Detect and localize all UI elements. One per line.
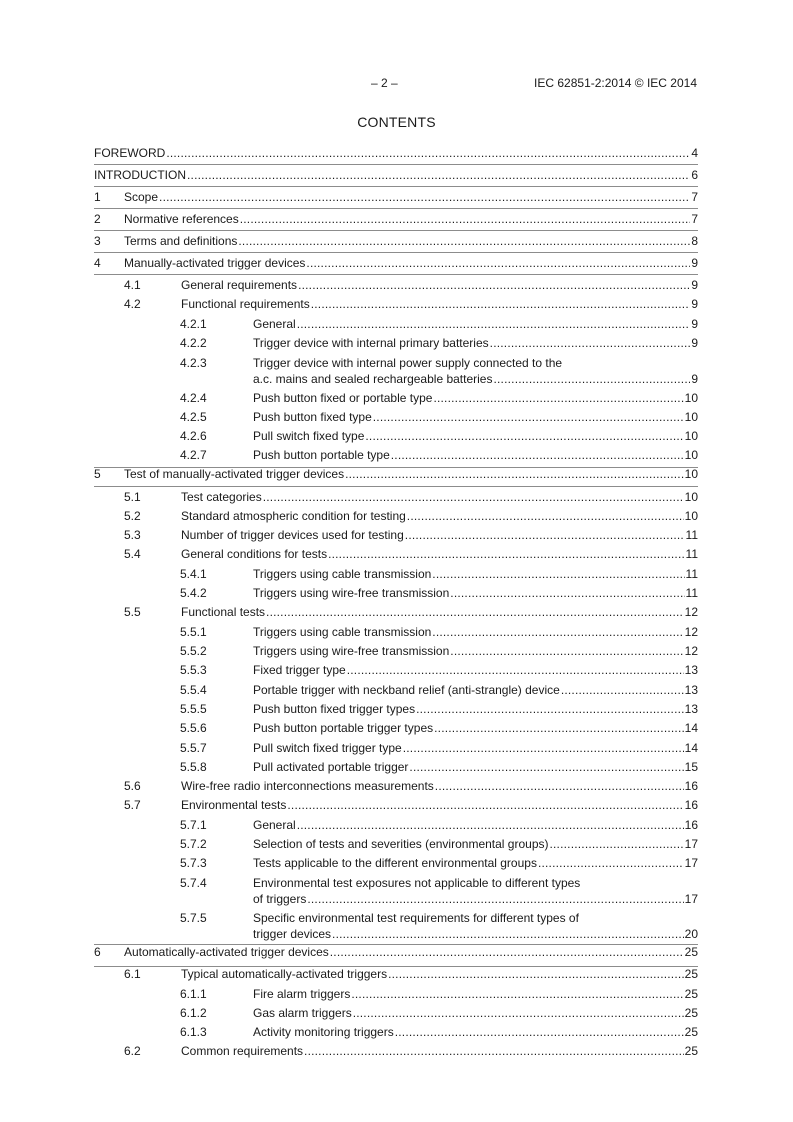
dot-leader (405, 528, 685, 542)
toc-divider (94, 186, 698, 187)
toc-entry-page: 14 (684, 741, 698, 755)
toc-entry[interactable] (94, 448, 698, 462)
toc-entry-number: 5.7 (124, 798, 141, 812)
toc-entry-number: 5.7.5 (180, 911, 207, 925)
toc-entry[interactable] (94, 605, 698, 619)
dot-leader (187, 168, 690, 182)
toc-entry-number: 5.5.7 (180, 741, 207, 755)
dot-leader (297, 317, 691, 331)
dot-leader (391, 448, 684, 462)
toc-divider (94, 252, 698, 253)
toc-entry-number: 5.4 (124, 547, 141, 561)
toc-entry[interactable] (94, 683, 698, 697)
toc-entry-title: Selection of tests and severities (environmental groups) (253, 837, 549, 851)
dot-leader (263, 490, 684, 504)
toc-entry-page: 16 (684, 818, 698, 832)
toc-entry[interactable] (94, 467, 698, 481)
toc-entry-number: 5.5.4 (180, 683, 207, 697)
toc-entry[interactable] (94, 212, 698, 226)
toc-entry-number: 4.2.6 (180, 429, 207, 443)
toc-entry[interactable] (94, 945, 698, 959)
toc-entry-title: Activity monitoring triggers (253, 1025, 394, 1039)
toc-entry-page: 20 (684, 927, 698, 941)
dot-leader (287, 798, 683, 812)
toc-entry-title: Standard atmospheric condition for testing (181, 509, 406, 523)
toc-entry[interactable] (94, 625, 698, 639)
toc-entry[interactable] (94, 490, 698, 504)
toc-entry-page: 9 (691, 278, 698, 292)
toc-entry-number: 5.1 (124, 490, 141, 504)
toc-entry-title: Specific environmental test requirements for different types of (253, 911, 579, 925)
toc-entry-number: 6.1.2 (180, 1006, 207, 1020)
toc-entry[interactable] (94, 146, 698, 160)
toc-entry-title: Tests applicable to the different environmental groups (253, 856, 537, 870)
toc-entry[interactable] (94, 278, 698, 292)
toc-entry-page: 14 (684, 721, 698, 735)
toc-entry-title: Typical automatically-activated triggers (181, 967, 388, 981)
toc-entry-number: 5.4.1 (180, 567, 207, 581)
toc-entry-page: 10 (684, 410, 698, 424)
toc-entry-number: 5.2 (124, 509, 141, 523)
toc-entry[interactable] (94, 644, 698, 658)
toc-entry[interactable] (94, 190, 698, 204)
toc-entry-title: Scope (124, 190, 159, 204)
dot-leader (409, 760, 683, 774)
toc-entry-title: Triggers using cable transmission (253, 625, 432, 639)
toc-entry[interactable] (94, 663, 698, 677)
toc-entry-title: Pull switch fixed trigger type (253, 741, 402, 755)
toc-entry-page: 9 (691, 317, 698, 331)
toc-entry-number: 4.2.4 (180, 391, 207, 405)
dot-leader (435, 779, 684, 793)
toc-entry-number: 4.2.7 (180, 448, 207, 462)
toc-entry-number: 4.2.2 (180, 336, 207, 350)
dot-leader (490, 336, 691, 350)
toc-entry-page: 12 (684, 605, 698, 619)
dot-leader (159, 190, 690, 204)
toc-entry-title: Trigger device with internal primary batteries (253, 336, 489, 350)
toc-entry-number: 5.4.2 (180, 586, 207, 600)
toc-entry-number: 5.5.1 (180, 625, 207, 639)
toc-divider (94, 486, 698, 487)
toc-entry-page: 25 (684, 987, 698, 1001)
toc-entry[interactable] (94, 702, 698, 716)
toc-entry-number: 6.1.1 (180, 987, 207, 1001)
toc-entry-page: 10 (684, 391, 698, 405)
toc-entry-title: Number of trigger devices used for testing (181, 528, 404, 542)
toc-entry-page: 13 (684, 663, 698, 677)
toc-entry-number: 5.5 (124, 605, 141, 619)
toc-entry-title: Portable trigger with neckband relief (anti-strangle) device (253, 683, 560, 697)
toc-entry-page: 9 (691, 256, 698, 270)
toc-entry-title: Gas alarm triggers (253, 1006, 352, 1020)
toc-entry-page: 10 (684, 448, 698, 462)
toc-entry-title: Push button fixed type (253, 410, 372, 424)
toc-entry-number: 5.5.8 (180, 760, 207, 774)
toc-entry-page: 17 (684, 856, 698, 870)
toc-entry[interactable] (94, 234, 698, 248)
toc-entry[interactable] (94, 876, 698, 906)
toc-entry-title-continued: trigger devices (253, 927, 332, 941)
toc-entry[interactable] (94, 429, 698, 443)
toc-entry-title: Push button fixed or portable type (253, 391, 433, 405)
toc-entry-number: 6.1 (124, 967, 141, 981)
toc-entry[interactable] (94, 528, 698, 542)
dot-leader (450, 586, 684, 600)
dot-leader (347, 663, 684, 677)
toc-entry-page: 17 (684, 837, 698, 851)
dot-leader (433, 391, 683, 405)
toc-entry[interactable] (94, 547, 698, 561)
toc-entry[interactable] (94, 567, 698, 581)
dot-leader (166, 146, 690, 160)
toc-entry-number: 4 (94, 256, 101, 270)
toc-entry-number: 5.7.4 (180, 876, 207, 890)
toc-entry-number: 5.6 (124, 779, 141, 793)
toc-entry-title: General (253, 818, 296, 832)
toc-entry-number: 5.5.2 (180, 644, 207, 658)
toc-entry-page: 7 (691, 212, 698, 226)
dot-leader (450, 644, 683, 658)
dot-leader (416, 702, 684, 716)
toc-entry-title: Test categories (181, 490, 262, 504)
toc-entry-title: Pull switch fixed type (253, 429, 365, 443)
toc-entry[interactable] (94, 760, 698, 774)
dot-leader (407, 509, 684, 523)
dot-leader (561, 683, 684, 697)
toc-divider (94, 230, 698, 231)
dot-leader (549, 837, 683, 851)
toc-entry-title: FOREWORD (94, 146, 166, 160)
toc-entry-title: Wire-free radio interconnections measurements (181, 779, 434, 793)
toc-entry-title: General requirements (181, 278, 298, 292)
toc-entry[interactable] (94, 391, 698, 405)
toc-entry-page: 11 (685, 547, 698, 561)
toc-entry-page: 11 (685, 586, 698, 600)
toc-entry[interactable] (94, 256, 698, 270)
toc-entry-page: 12 (684, 625, 698, 639)
toc-entry-page: 9 (691, 336, 698, 350)
toc-entry-title: Triggers using wire-free transmission (253, 586, 450, 600)
toc-entry-page: 11 (685, 528, 698, 542)
toc-entry-number: 2 (94, 212, 101, 226)
toc-entry-page: 25 (684, 1006, 698, 1020)
toc-entry-number: 6 (94, 945, 101, 959)
toc-entry-page: 10 (684, 509, 698, 523)
toc-entry-title: General conditions for tests (181, 547, 328, 561)
toc-entry-number: 5.7.3 (180, 856, 207, 870)
toc-entry-number: 6.2 (124, 1044, 141, 1058)
toc-entry-page: 12 (684, 644, 698, 658)
toc-divider (94, 208, 698, 209)
dot-leader (345, 467, 684, 481)
toc-entry-title: Common requirements (181, 1044, 304, 1058)
toc-entry-number: 4.2.3 (180, 356, 207, 370)
dot-leader (538, 856, 684, 870)
toc-entry-title: Push button fixed trigger types (253, 702, 416, 716)
dot-leader (353, 1006, 684, 1020)
dot-leader (311, 297, 691, 311)
toc-entry[interactable] (94, 837, 698, 851)
toc-entry[interactable] (94, 856, 698, 870)
toc-entry-page: 13 (684, 702, 698, 716)
toc-entry[interactable] (94, 818, 698, 832)
dot-leader (432, 625, 683, 639)
toc-entry[interactable] (94, 1025, 698, 1039)
dot-leader (395, 1025, 684, 1039)
toc-entry-number: 4.1 (124, 278, 141, 292)
dot-leader (330, 945, 684, 959)
toc-entry-number: 6.1.3 (180, 1025, 207, 1039)
toc-entry-number: 5.7.2 (180, 837, 207, 851)
toc-entry-title: Triggers using wire-free transmission (253, 644, 450, 658)
toc-entry-page: 16 (684, 798, 698, 812)
dot-leader (266, 605, 684, 619)
toc-entry[interactable] (94, 336, 698, 350)
toc-entry-page: 25 (684, 967, 698, 981)
toc-entry[interactable] (94, 1006, 698, 1020)
toc-entry[interactable] (94, 586, 698, 600)
toc-entry-page: 13 (684, 683, 698, 697)
dot-leader (373, 410, 684, 424)
toc-entry[interactable] (94, 911, 698, 941)
toc-entry[interactable] (94, 967, 698, 981)
toc-entry-number: 5 (94, 467, 101, 481)
toc-entry[interactable] (94, 317, 698, 331)
toc-entry-number: 5.7.1 (180, 818, 207, 832)
toc-entry-title: Environmental tests (181, 798, 287, 812)
page-title: CONTENTS (357, 114, 436, 130)
toc-entry-page: 6 (691, 168, 698, 182)
toc-entry-title: Fire alarm triggers (253, 987, 351, 1001)
toc-entry-page: 9 (691, 297, 698, 311)
toc-entry-title: Environmental test exposures not applicable to different types (253, 876, 581, 890)
toc-entry[interactable] (94, 798, 698, 812)
toc-entry-page: 25 (684, 1044, 698, 1058)
toc-entry-title: Normative references (124, 212, 239, 226)
dot-leader (332, 927, 684, 941)
dot-leader (306, 256, 690, 270)
dot-leader (388, 967, 684, 981)
dot-leader (493, 372, 690, 386)
toc-entry-title: Push button portable type (253, 448, 390, 462)
dot-leader (328, 547, 684, 561)
toc-entry-title-continued: a.c. mains and sealed rechargeable batteries (253, 372, 493, 386)
toc-entry[interactable] (94, 987, 698, 1001)
toc-entry[interactable] (94, 168, 698, 182)
toc-entry-number: 4.2.1 (180, 317, 207, 331)
dot-leader (298, 278, 690, 292)
toc-entry[interactable] (94, 297, 698, 311)
toc-entry[interactable] (94, 356, 698, 386)
toc-entry-title: Pull activated portable trigger (253, 760, 409, 774)
toc-entry-page: 10 (684, 429, 698, 443)
toc-entry-page: 16 (684, 779, 698, 793)
toc-entry-title: Automatically-activated trigger devices (124, 945, 329, 959)
toc-entry-page: 15 (684, 760, 698, 774)
toc-entry-page: 17 (684, 892, 698, 906)
dot-leader (434, 721, 684, 735)
toc-entry-page: 9 (691, 372, 698, 386)
toc-entry-page: 11 (685, 567, 698, 581)
toc-entry[interactable] (94, 779, 698, 793)
toc-entry-page: 8 (691, 234, 698, 248)
dot-leader (238, 234, 690, 248)
toc-entry-page: 10 (684, 490, 698, 504)
dot-leader (304, 1044, 684, 1058)
toc-entry-title: INTRODUCTION (94, 168, 186, 182)
dot-leader (307, 892, 683, 906)
toc-entry-page: 25 (684, 1025, 698, 1039)
toc-entry-title: Push button portable trigger types (253, 721, 434, 735)
toc-entry-title: Manually-activated trigger devices (124, 256, 306, 270)
toc-entry-title: Fixed trigger type (253, 663, 346, 677)
toc-entry-number: 5.5.6 (180, 721, 207, 735)
toc-entry-number: 5.5.3 (180, 663, 207, 677)
toc-entry[interactable] (94, 741, 698, 755)
page-number-header: – 2 – (371, 76, 398, 90)
toc-entry-title: Trigger device with internal power supply connected to the (253, 356, 563, 370)
toc-entry-page: 25 (684, 945, 698, 959)
toc-entry-number: 4.2.5 (180, 410, 207, 424)
toc-entry-title: Terms and definitions (124, 234, 238, 248)
toc-entry-title-continued: of triggers (253, 892, 307, 906)
dot-leader (432, 567, 684, 581)
dot-leader (351, 987, 683, 1001)
toc-entry[interactable] (94, 1044, 698, 1058)
toc-entry-page: 4 (691, 146, 698, 160)
toc-entry[interactable] (94, 721, 698, 735)
toc-entry-number: 4.2 (124, 297, 141, 311)
toc-entry-page: 10 (684, 467, 698, 481)
toc-entry-title: Triggers using cable transmission (253, 567, 432, 581)
dot-leader (365, 429, 683, 443)
toc-entry-number: 5.5.5 (180, 702, 207, 716)
toc-entry-title: Test of manually-activated trigger devices (124, 467, 345, 481)
toc-divider (94, 164, 698, 165)
document-id-header: IEC 62851-2:2014 © IEC 2014 (534, 76, 697, 90)
toc-entry-number: 3 (94, 234, 101, 248)
toc-entry[interactable] (94, 509, 698, 523)
toc-entry-number: 1 (94, 190, 101, 204)
toc-divider (94, 274, 698, 275)
toc-entry[interactable] (94, 410, 698, 424)
toc-entry-title: Functional tests (181, 605, 266, 619)
toc-entry-title: General (253, 317, 296, 331)
dot-leader (240, 212, 691, 226)
toc-entry-title: Functional requirements (181, 297, 310, 311)
dot-leader (403, 741, 684, 755)
toc-entry-page: 7 (691, 190, 698, 204)
toc-entry-number: 5.3 (124, 528, 141, 542)
dot-leader (297, 818, 684, 832)
